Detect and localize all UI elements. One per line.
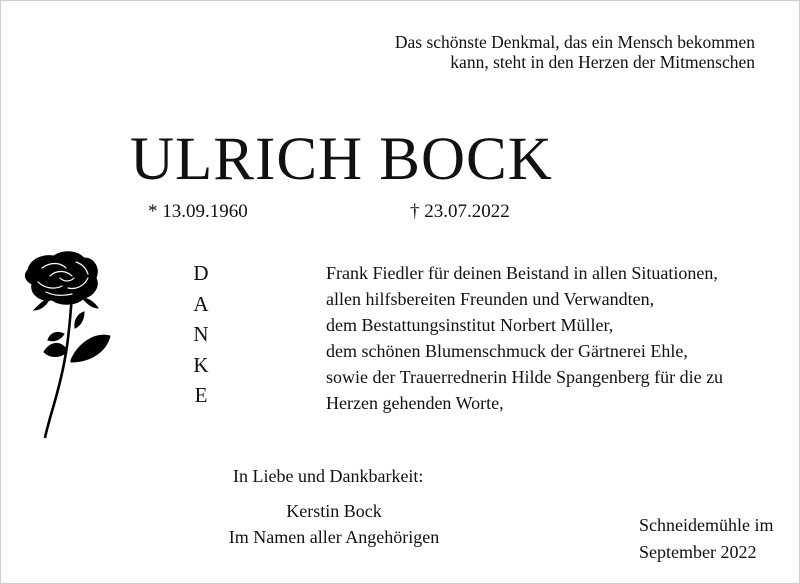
danke-vertical-heading [180, 258, 222, 411]
thanks-line: sowie der Trauerrednerin Hilde Spangenberg für die zu Herzen gehenden Worte, [326, 367, 724, 413]
quote-line-2: kann, steht in den Herzen der Mitmenschen [450, 52, 755, 72]
signer-name: Kerstin Bock [286, 501, 382, 521]
thanks-list [326, 260, 766, 416]
thanks-line: Frank Fiedler für deinen Beistand in allen Situationen, [326, 263, 718, 283]
danke-letter: N [193, 322, 209, 346]
epitaph-quote [395, 32, 755, 72]
thanks-line: dem schönen Blumenschmuck der Gärtnerei Ehle, [326, 341, 688, 361]
signer-note: Im Namen aller Angehörigen [228, 527, 440, 547]
danke-letter: A [193, 291, 209, 316]
birth-date: * 13.09.1960 [148, 201, 248, 222]
thanks-line: allen hilfsbereiten Freunden und Verwandten, [326, 289, 655, 309]
quote-line-1: Das schönste Denkmal, das ein Mensch bekommen [394, 32, 755, 52]
date-line: September 2022 [639, 542, 757, 562]
danke-letter: E [194, 383, 208, 407]
deceased-name: ULRICH BOCK [130, 126, 553, 193]
place-line: Schneidemühle im [639, 515, 774, 535]
thanks-line: dem Bestattungsinstitut Norbert Müller, [326, 315, 614, 335]
danke-letter: D [193, 261, 209, 285]
rose-icon [20, 248, 115, 440]
closing-line: In Liebe und Dankbarkeit: [233, 466, 424, 486]
place-and-date [639, 512, 773, 566]
death-date: † 23.07.2022 [410, 201, 510, 222]
danke-letter: K [193, 352, 209, 377]
signers [210, 498, 458, 550]
